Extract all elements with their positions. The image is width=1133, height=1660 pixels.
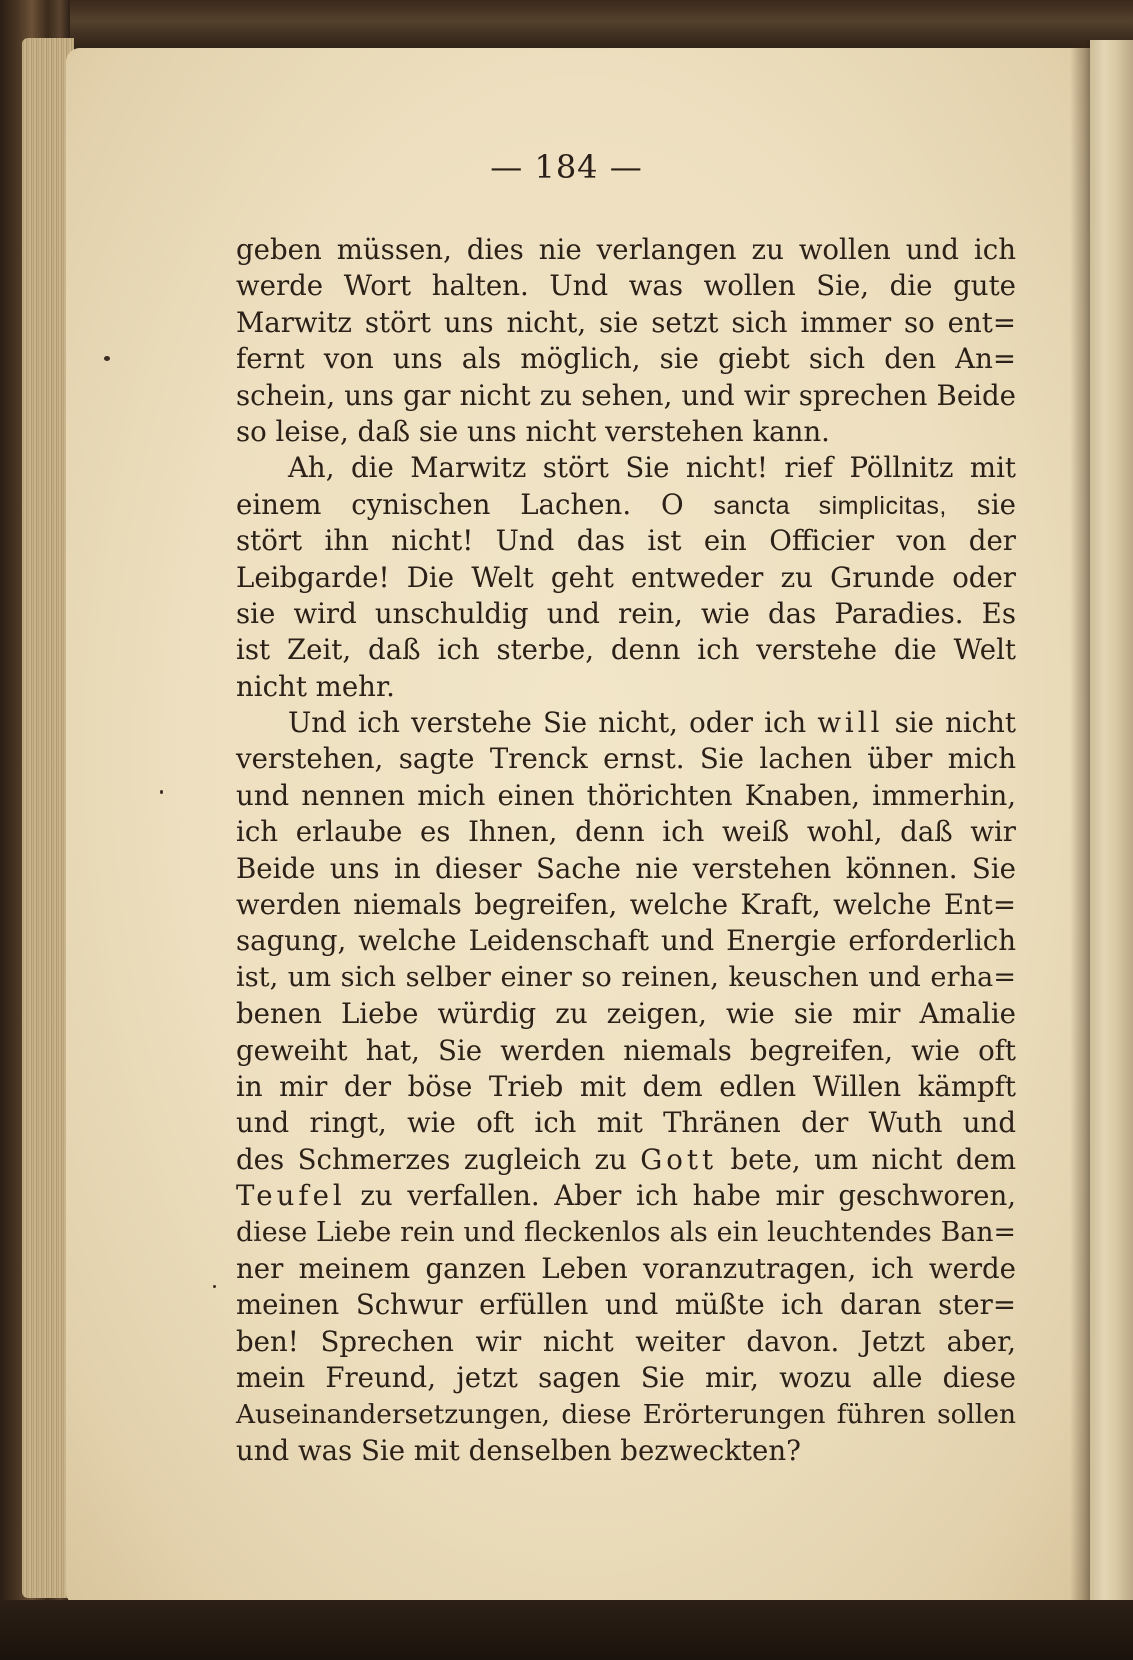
text-line: Ah, die Marwitz stört Sie nicht! rief Pöllnitz mit (288, 451, 1016, 485)
emphasized-word: Teufel (236, 1179, 346, 1213)
text-line (236, 1178, 1016, 1214)
text-line: diese Liebe rein und fleckenlos als ein leuchtendes Ban= (236, 1216, 1016, 1248)
text-run: zu verfallen. Aber ich habe mir geschworen, (360, 1179, 1016, 1213)
text-run: bete, um nicht dem (730, 1142, 1016, 1176)
text-line: sagung, welche Leidenschaft und Energie erforderlich (236, 924, 1016, 958)
text-run: des Schmerzes zugleich zu (236, 1142, 627, 1176)
text-line: ich erlaube es Ihnen, denn ich weiß wohl, daß wir (236, 815, 1016, 849)
text-line: und was Sie mit denselben bezweckten? (236, 1433, 801, 1467)
emphasized-word: will (817, 706, 884, 740)
text-line: geweiht hat, Sie werden niemals begreifen, wie oft (236, 1033, 1016, 1067)
text-run: Und ich verstehe Sie nicht, oder ich (288, 706, 807, 740)
text-line: verstehen, sagte Trenck ernst. Sie lachen über mich (236, 742, 1016, 776)
text-line: ner meinem ganzen Leben voranzutragen, ich werde (236, 1251, 1016, 1285)
text-line: ist, um sich selber einer so reinen, keuschen und erha= (236, 961, 1016, 993)
book-cover-bottom (0, 1600, 1133, 1660)
text-line: benen Liebe würdig zu zeigen, wie sie mir Amalie (236, 997, 1016, 1031)
book-cover-top (0, 0, 1133, 52)
text-line (236, 705, 1016, 741)
text-line: werde Wort halten. Und was wollen Sie, die gute (236, 269, 1016, 303)
text-line: nicht mehr. (236, 669, 395, 703)
text-line: Marwitz stört uns nicht, sie setzt sich immer so ent= (236, 305, 1016, 339)
text-line: Auseinandersetzungen, diese Erörterungen führen sollen (236, 1398, 1016, 1430)
text-line: ist Zeit, daß ich sterbe, denn ich verstehe die Welt (236, 633, 1016, 667)
text-line: ben! Sprechen wir nicht weiter davon. Jetzt aber, (236, 1324, 1016, 1358)
text-line: stört ihn nicht! Und das ist ein Officier von der (236, 524, 1016, 558)
text-line: in mir der böse Trieb mit dem edlen Willen kämpft (236, 1069, 1016, 1103)
speck (160, 790, 163, 794)
text-line: Leibgarde! Die Welt geht entweder zu Grunde oder (236, 560, 1016, 594)
facing-page-edge (1090, 40, 1133, 1610)
text-line: so leise, daß sie uns nicht verstehen kann. (236, 414, 830, 448)
text-line: fernt von uns als möglich, sie giebt sich den An= (236, 342, 1016, 376)
text-line: und nennen mich einen thörichten Knaben, immerhin, (236, 778, 1016, 812)
text-run: einem cynischen Lachen. (236, 487, 632, 521)
latin-phrase: sancta simplicitas, (713, 491, 947, 520)
text-line: Beide uns in dieser Sache nie verstehen können. Sie (236, 851, 1016, 885)
text-line: geben müssen, dies nie verlangen zu wollen und ich (236, 233, 1016, 266)
text-run: O (660, 487, 684, 521)
text-line: mein Freund, jetzt sagen Sie mir, wozu alle diese (236, 1361, 1016, 1395)
text-line: meinen Schwur erfüllen und müßte ich daran ster= (236, 1288, 1016, 1322)
speck (213, 1285, 216, 1288)
emphasized-word: Gott (640, 1142, 718, 1176)
text-run: sie nicht (894, 706, 1016, 740)
page-number: — 184 — (490, 148, 643, 186)
text-line (236, 487, 1016, 523)
text-line: werden niemals begreifen, welche Kraft, welche Ent= (236, 888, 1016, 922)
text-line: sie wird unschuldig und rein, wie das Paradies. Es (236, 596, 1016, 630)
text-line (236, 1142, 1016, 1178)
speck (104, 356, 110, 361)
text-run: sie (976, 487, 1016, 521)
body-text (236, 232, 1016, 1469)
text-line: und ringt, wie oft ich mit Thränen der Wuth und (236, 1106, 1016, 1140)
text-line: schein, uns gar nicht zu sehen, und wir sprechen Beide (236, 378, 1016, 412)
